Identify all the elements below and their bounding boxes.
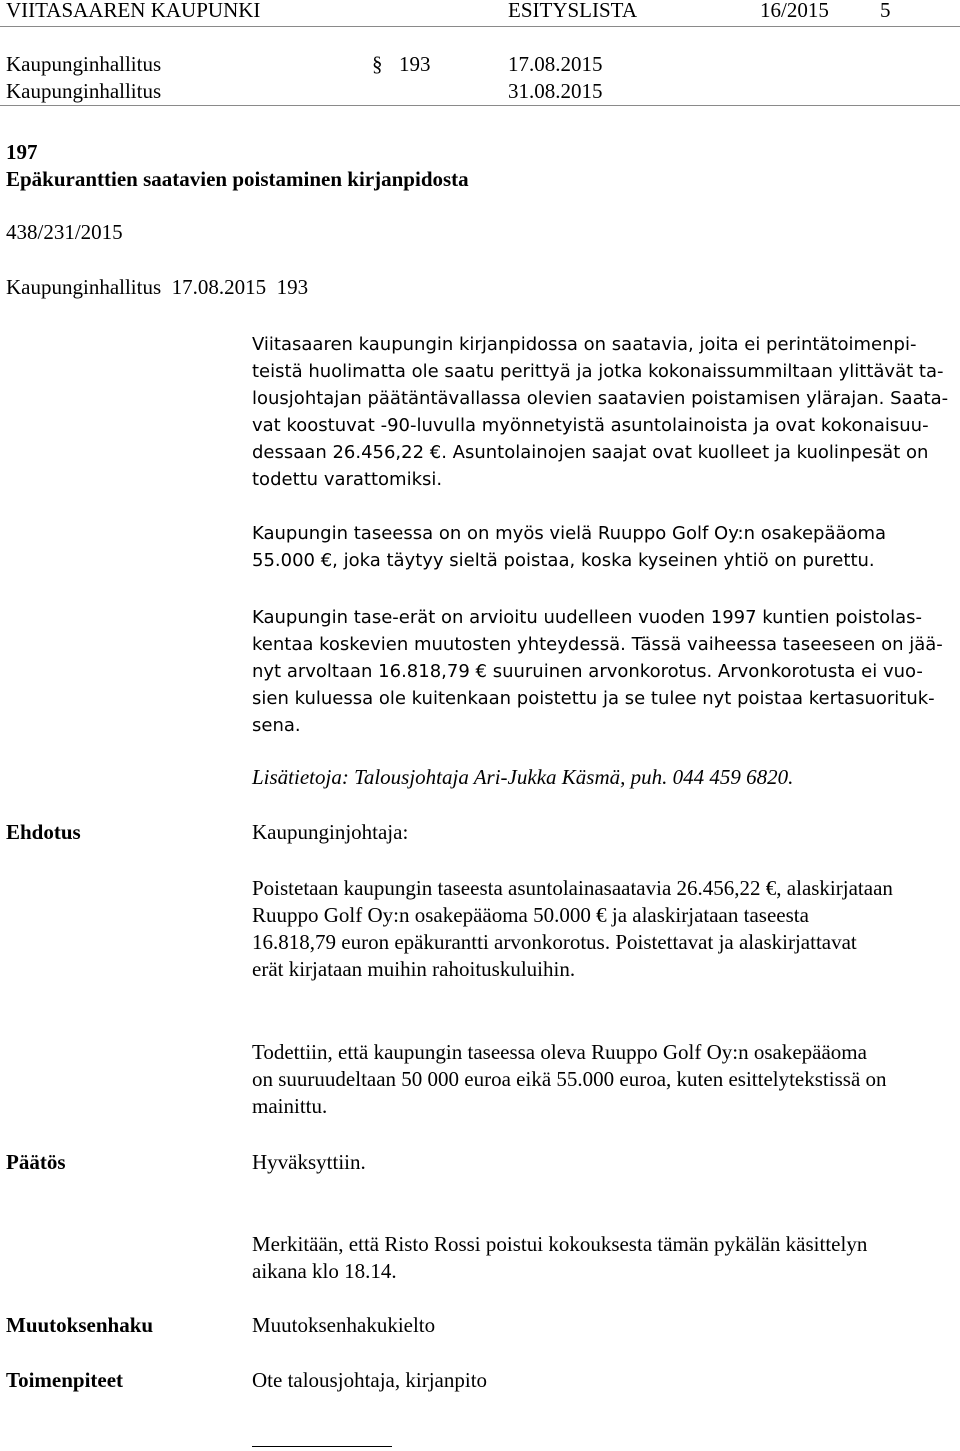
item-title: Epäkuranttien saatavien poistaminen kirjanpidosta bbox=[6, 167, 469, 191]
doc-type: ESITYSLISTA bbox=[508, 0, 637, 22]
org-name: VIITASAAREN KAUPUNKI bbox=[6, 0, 261, 22]
paragraph-line: todettu varattomiksi. bbox=[252, 469, 443, 490]
decision-text: Hyväksyttiin. bbox=[252, 1150, 366, 1174]
body-paragraph-3 bbox=[252, 604, 943, 739]
actions-text: Ote talousjohtaja, kirjanpito bbox=[252, 1368, 488, 1392]
paragraph-line: erät kirjataan muihin rahoituskuluihin. bbox=[252, 957, 576, 981]
paragraph-line: Viitasaaren kaupungin kirjanpidossa on saatavia, joita ei perintätoimenpi- bbox=[252, 334, 917, 355]
appeal-label: Muutoksenhaku bbox=[6, 1313, 154, 1337]
paragraph-line: Kaupungin tase-erät on arvioitu uudelleen vuoden 1997 kuntien poistolas- bbox=[252, 607, 923, 628]
footer-divider bbox=[252, 1446, 392, 1447]
paragraph-line: 55.000 €, joka täytyy sieltä poistaa, koska kyseinen yhtiö on purettu. bbox=[252, 550, 875, 571]
item-reference: 438/231/2015 bbox=[6, 220, 123, 244]
paragraph-line: mainittu. bbox=[252, 1094, 328, 1118]
meeting-divider bbox=[0, 105, 960, 106]
decision-note-2 bbox=[252, 1231, 867, 1285]
paragraph-line: sien kuluessa ole kuitenkaan poistettu ja se tulee nyt poistaa kertasuorituk- bbox=[252, 688, 935, 709]
issue-number: 16/2015 bbox=[760, 0, 829, 22]
meeting-1-date: 17.08.2015 bbox=[508, 52, 603, 76]
proposer: Kaupunginjohtaja: bbox=[252, 820, 409, 844]
contact-info: Lisätietoja: Talousjohtaja Ari-Jukka Käsmä, puh. 044 459 6820. bbox=[252, 765, 794, 789]
paragraph-line: Poistetaan kaupungin taseesta asuntolainasaatavia 26.456,22 €, alaskirjataan bbox=[252, 876, 893, 900]
decision-note-1 bbox=[252, 1039, 887, 1120]
body-paragraph-1 bbox=[252, 331, 948, 493]
paragraph-line: dessaan 26.456,22 €. Asuntolainojen saajat ovat kuolleet ja kuolinpesät on bbox=[252, 442, 929, 463]
paragraph-line: Ruuppo Golf Oy:n osakepääoma 50.000 € ja alaskirjataan taseesta bbox=[252, 903, 809, 927]
header-divider bbox=[0, 26, 960, 27]
paragraph-line: sena. bbox=[252, 715, 301, 736]
paragraph-line: vat koostuvat -90-luvulla myönnetyistä asuntolainoista ja ovat kokonaisuu- bbox=[252, 415, 929, 436]
meeting-2-date: 31.08.2015 bbox=[508, 79, 603, 103]
appeal-text: Muutoksenhakukielto bbox=[252, 1313, 436, 1337]
paragraph-line: aikana klo 18.14. bbox=[252, 1259, 397, 1283]
paragraph-line: Merkitään, että Risto Rossi poistui kokouksesta tämän pykälän käsittelyn bbox=[252, 1232, 868, 1256]
actions-label: Toimenpiteet bbox=[6, 1368, 124, 1392]
paragraph-line: lousjohtajan päätäntävallassa olevien saatavien poistamisen ylärajan. Saata- bbox=[252, 388, 949, 409]
item-number: 197 bbox=[6, 140, 38, 164]
paragraph-line: kentaa koskevien muutosten yhteydessä. Tässä vaiheessa taseeseen on jää- bbox=[252, 634, 943, 655]
meeting-1-body: Kaupunginhallitus bbox=[6, 52, 162, 76]
paragraph-line: nyt arvoltaan 16.818,79 € suuruinen arvonkorotus. Arvonkorotusta ei vuo- bbox=[252, 661, 923, 682]
item-history: Kaupunginhallitus 17.08.2015 193 bbox=[6, 275, 309, 299]
meeting-1-section: 193 bbox=[399, 52, 431, 76]
paragraph-line: on suuruudeltaan 50 000 euroa eikä 55.000 euroa, kuten esittelytekstissä on bbox=[252, 1067, 887, 1091]
decision-label: Päätös bbox=[6, 1150, 66, 1174]
paragraph-line: Kaupungin taseessa on on myös vielä Ruuppo Golf Oy:n osakepääoma bbox=[252, 523, 887, 544]
body-paragraph-2 bbox=[252, 520, 886, 574]
section-mark-icon: § bbox=[372, 52, 383, 76]
paragraph-line: Todettiin, että kaupungin taseessa oleva Ruuppo Golf Oy:n osakepääoma bbox=[252, 1040, 867, 1064]
page-number: 5 bbox=[880, 0, 891, 22]
paragraph-line: 16.818,79 euron epäkurantti arvonkorotus. Poistettavat ja alaskirjattavat bbox=[252, 930, 857, 954]
proposal-text bbox=[252, 875, 893, 983]
proposal-label: Ehdotus bbox=[6, 820, 81, 844]
meeting-2-body: Kaupunginhallitus bbox=[6, 79, 162, 103]
paragraph-line: teistä huolimatta ole saatu perittyä ja jotka kokonaissummiltaan ylittävät ta- bbox=[252, 361, 944, 382]
